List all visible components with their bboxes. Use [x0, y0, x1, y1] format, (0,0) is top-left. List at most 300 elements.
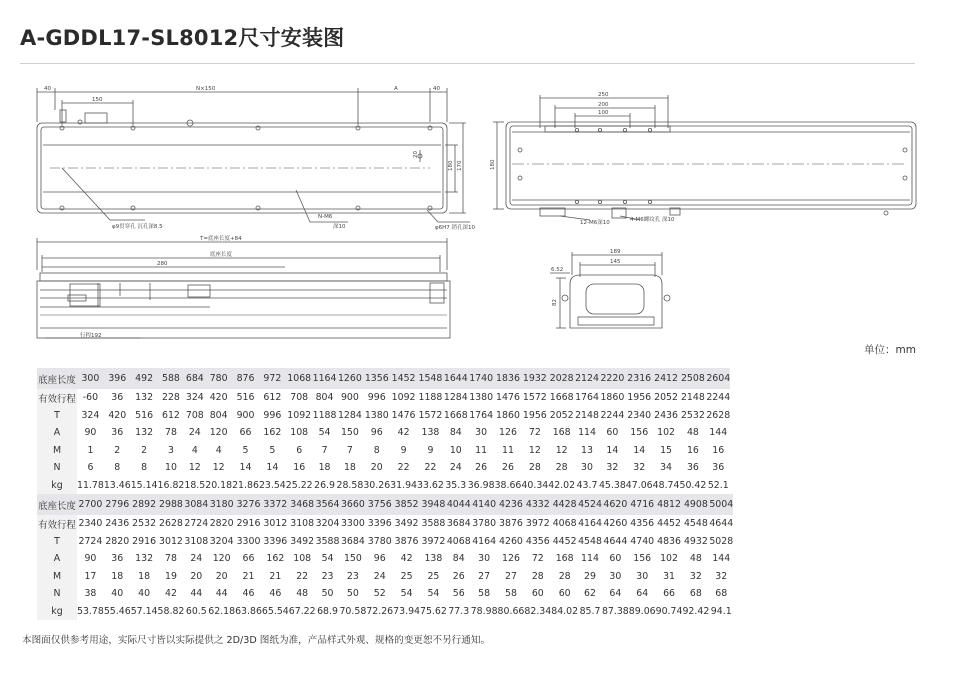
- table-cell: 3972: [525, 518, 550, 530]
- table-cell: 3492: [290, 535, 315, 547]
- table-cell: 70.58: [339, 605, 367, 617]
- table-cell: 30: [636, 570, 649, 582]
- table-cell: 8: [114, 462, 121, 474]
- table-row: [37, 389, 730, 407]
- table-cell: 54: [427, 588, 440, 600]
- table-cell: 28.58: [336, 479, 364, 491]
- table-cell: 22: [296, 570, 309, 582]
- table-cell: 132: [135, 392, 154, 404]
- table-cell: 900: [340, 392, 359, 404]
- table-cell: 900: [236, 409, 255, 421]
- table-cell: 73.94: [393, 605, 420, 617]
- table-row: [37, 550, 733, 568]
- table-cell: 66: [663, 588, 676, 600]
- table-cell: 44: [215, 588, 228, 600]
- dim-label: 200: [598, 102, 609, 108]
- row-label: 底座长度: [37, 494, 77, 515]
- table-cell: 150: [343, 553, 362, 565]
- table-cell: 120: [212, 553, 231, 565]
- row-label: A: [37, 424, 77, 442]
- table-cell: 516: [236, 392, 255, 404]
- table-cell: 87.38: [601, 605, 629, 617]
- table-cell: 30: [478, 553, 491, 565]
- table-cell: 2916: [236, 518, 261, 530]
- table-cell: 2820: [209, 518, 234, 530]
- table-cell: 36: [712, 462, 725, 474]
- table-cell: 23: [346, 570, 359, 582]
- table-cell: 144: [709, 427, 728, 439]
- table-cell: 138: [424, 553, 443, 565]
- table-cell: 3012: [159, 535, 183, 547]
- table-cell: 10: [449, 444, 462, 456]
- table-cell: 31.94: [390, 479, 418, 491]
- table-cell: 38: [84, 588, 97, 600]
- table-cell: 2700: [77, 494, 104, 515]
- dim-label: A: [394, 86, 398, 92]
- table-row: [37, 568, 733, 586]
- table-cell: 1476: [496, 392, 520, 404]
- table-cell: 84: [449, 427, 462, 439]
- table-cell: 90.74: [655, 605, 683, 617]
- table-cell: 25: [427, 570, 440, 582]
- table-cell: 55.46: [103, 605, 131, 617]
- table-cell: 58: [505, 588, 517, 600]
- table-cell: 68.9: [317, 605, 338, 617]
- pin-hole-note: φ6H7 销孔深10: [435, 225, 476, 231]
- table-cell: 8: [141, 462, 148, 474]
- table-cell: 3588: [421, 518, 446, 530]
- table-cell: 80.66: [497, 605, 525, 617]
- table-cell: 2724: [78, 535, 103, 547]
- table-cell: 45.38: [598, 479, 626, 491]
- table-cell: 20: [370, 462, 383, 474]
- table-cell: 60: [558, 588, 571, 600]
- table-cell: 972: [259, 368, 286, 389]
- table-cell: 1092: [287, 409, 312, 421]
- table-cell: 20: [215, 570, 228, 582]
- table-cell: 1476: [391, 409, 416, 421]
- table-cell: 4260: [499, 535, 523, 547]
- table-cell: 26.9: [314, 479, 335, 491]
- table-cell: 4548: [683, 518, 708, 530]
- table-cell: 3204: [315, 518, 340, 530]
- table-cell: 9: [400, 444, 407, 456]
- table-cell: 5004: [709, 494, 733, 515]
- table-cell: 4428: [551, 494, 578, 515]
- table-cell: 804: [315, 392, 334, 404]
- dim-label: 6.52: [551, 267, 564, 273]
- table-row: [37, 442, 730, 460]
- side-view: [493, 95, 916, 220]
- table-cell: 126: [502, 553, 520, 565]
- table-cell: 7: [346, 444, 353, 456]
- table-cell: 2988: [158, 494, 185, 515]
- table-cell: 3108: [290, 518, 315, 530]
- table-cell: 15.14: [130, 479, 158, 491]
- table-cell: 2028: [548, 368, 575, 389]
- table-cell: 3852: [393, 494, 420, 515]
- table-cell: 1764: [575, 392, 599, 404]
- table-cell: 2148: [575, 409, 599, 421]
- table-cell: 18.5: [184, 479, 206, 491]
- table-row: [37, 533, 733, 551]
- thread-note: 12-M6深10: [580, 220, 610, 226]
- table-cell: 84: [452, 553, 465, 565]
- table-cell: 168: [555, 553, 574, 565]
- table-cell: 18: [343, 462, 356, 474]
- top-view: [37, 88, 470, 222]
- table-cell: 114: [581, 553, 599, 565]
- table-cell: 21: [242, 570, 255, 582]
- dim-label: 145: [610, 259, 621, 265]
- table-cell: -60: [82, 392, 99, 404]
- table-cell: 64: [636, 588, 649, 600]
- table-cell: 996: [367, 392, 386, 404]
- table-cell: 32: [715, 570, 728, 582]
- spec-table-1: [37, 368, 730, 494]
- table-cell: 2436: [654, 409, 678, 421]
- table-cell: 1380: [469, 392, 494, 404]
- table-cell: 684: [184, 368, 205, 389]
- table-cell: 53.78: [77, 605, 104, 617]
- table-cell: 44: [190, 588, 203, 600]
- table-cell: 3756: [366, 494, 393, 515]
- table-cell: 62.18: [208, 605, 236, 617]
- table-cell: 2244: [600, 409, 625, 421]
- table-row: [37, 424, 730, 442]
- table-cell: 8: [373, 444, 380, 456]
- table-cell: 35.3: [445, 479, 467, 491]
- table-cell: 1548: [417, 368, 444, 389]
- table-cell: 4716: [629, 494, 656, 515]
- table-cell: 50: [346, 588, 359, 600]
- table-cell: 13.46: [103, 479, 131, 491]
- table-cell: 48: [686, 427, 699, 439]
- table-cell: 30.26: [363, 479, 391, 491]
- table-cell: 28: [528, 462, 541, 474]
- row-label: kg: [37, 603, 77, 621]
- table-cell: 78: [164, 553, 177, 565]
- table-cell: 46: [269, 588, 282, 600]
- table-cell: 25: [400, 570, 413, 582]
- table-cell: 1092: [391, 392, 416, 404]
- table-cell: 42: [400, 553, 413, 565]
- spec-table-2: [37, 494, 733, 620]
- unit-label: 单位：mm: [864, 344, 916, 356]
- table-cell: 1356: [363, 368, 390, 389]
- table-cell: 10: [164, 462, 177, 474]
- table-cell: 40: [111, 588, 124, 600]
- table-cell: 108: [290, 427, 309, 439]
- table-cell: 1284: [337, 409, 362, 421]
- row-label: T: [37, 407, 77, 425]
- table-row: [37, 585, 733, 603]
- table-cell: 4140: [471, 494, 498, 515]
- table-cell: 1836: [495, 368, 522, 389]
- table-cell: 1452: [390, 368, 417, 389]
- table-cell: 2: [141, 444, 148, 456]
- table-cell: 14: [633, 444, 646, 456]
- table-cell: 1764: [469, 409, 494, 421]
- table-cell: 4332: [524, 494, 551, 515]
- table-cell: 26: [452, 570, 465, 582]
- table-cell: 40: [138, 588, 151, 600]
- table-cell: 48: [689, 553, 702, 565]
- table-cell: 18: [138, 570, 151, 582]
- table-cell: 68: [715, 588, 728, 600]
- table-cell: 102: [660, 553, 678, 565]
- table-cell: 4452: [552, 535, 577, 547]
- table-cell: 4932: [683, 535, 708, 547]
- table-cell: 2052: [654, 392, 678, 404]
- table-cell: 40.34: [521, 479, 549, 491]
- table-cell: 108: [293, 553, 312, 565]
- table-cell: 68: [689, 588, 702, 600]
- table-row: [37, 368, 730, 389]
- dim-label: T=底座长度+84: [200, 236, 242, 242]
- table-cell: 30: [609, 570, 622, 582]
- table-cell: 5: [269, 444, 276, 456]
- table-cell: 72: [531, 553, 544, 565]
- table-cell: 1188: [312, 409, 337, 421]
- table-cell: 22: [397, 462, 410, 474]
- table-cell: 1: [87, 444, 94, 456]
- table-cell: 43.7: [576, 479, 598, 491]
- table-cell: 54: [400, 588, 413, 600]
- table-cell: 2: [114, 444, 121, 456]
- table-cell: 85.7: [579, 605, 601, 617]
- table-cell: 120: [209, 427, 228, 439]
- table-cell: 2412: [653, 368, 680, 389]
- table-cell: 15: [660, 444, 673, 456]
- table-cell: 2820: [105, 535, 130, 547]
- table-cell: 18: [318, 462, 331, 474]
- table-cell: 29: [584, 570, 596, 582]
- table-cell: 144: [712, 553, 731, 565]
- table-cell: 4524: [578, 494, 602, 515]
- table-cell: 3012: [263, 518, 288, 530]
- table-cell: 62: [584, 588, 596, 600]
- table-cell: 2724: [184, 518, 209, 530]
- table-cell: 13: [581, 444, 593, 456]
- row-label: kg: [37, 477, 77, 495]
- dim-label: 180: [448, 160, 454, 171]
- table-cell: 42.02: [548, 479, 576, 491]
- table-cell: 2532: [680, 409, 705, 421]
- table-cell: 60: [531, 588, 544, 600]
- table-cell: 36: [111, 553, 124, 565]
- dim-label: 底座长度: [210, 252, 233, 258]
- table-cell: 708: [290, 392, 309, 404]
- table-cell: 114: [578, 427, 596, 439]
- table-cell: 78: [164, 427, 177, 439]
- table-cell: 324: [185, 392, 204, 404]
- table-cell: 60: [609, 553, 622, 565]
- table-cell: 12: [555, 444, 568, 456]
- row-label: M: [37, 442, 77, 460]
- table-cell: 36: [111, 427, 124, 439]
- hole-note: φ9贯穿孔 沉孔深8.5: [112, 224, 163, 230]
- table-cell: 96: [373, 553, 386, 565]
- table-cell: 92.42: [682, 605, 710, 617]
- table-cell: 4164: [472, 535, 497, 547]
- table-cell: 3204: [209, 535, 234, 547]
- table-cell: 36: [686, 462, 699, 474]
- table-cell: 612: [162, 409, 180, 421]
- table-cell: 3660: [339, 494, 366, 515]
- table-cell: 3300: [340, 518, 365, 530]
- table-cell: 2220: [599, 368, 626, 389]
- table-cell: 4620: [602, 494, 629, 515]
- table-cell: 50.42: [679, 479, 707, 491]
- dim-label: 150: [92, 97, 103, 103]
- row-label: N: [37, 585, 77, 603]
- table-cell: 28: [558, 570, 571, 582]
- table-cell: 20: [190, 570, 203, 582]
- table-cell: 708: [185, 409, 204, 421]
- dim-label: 100: [598, 110, 609, 116]
- table-cell: 1932: [521, 368, 548, 389]
- table-cell: 3108: [184, 535, 209, 547]
- dim-label: N×150: [196, 86, 216, 92]
- table-cell: 11.78: [77, 479, 104, 491]
- table-cell: 64: [609, 588, 622, 600]
- table-cell: 30: [581, 462, 593, 474]
- table-cell: 588: [158, 368, 185, 389]
- table-cell: 57.14: [130, 605, 158, 617]
- table-cell: 4068: [446, 535, 471, 547]
- table-cell: 60.5: [185, 605, 207, 617]
- table-cell: 14: [266, 462, 279, 474]
- table-cell: 46: [242, 588, 255, 600]
- table-cell: 12: [212, 462, 225, 474]
- row-label: N: [37, 459, 77, 477]
- footnote: 本图面仅供参考用途，实际尺寸皆以实际提供之 2D/3D 图纸为准，产品样式外观、规格的变更恕不另行通知。: [22, 635, 491, 646]
- table-cell: 3684: [340, 535, 365, 547]
- table-cell: 52.1: [707, 479, 729, 491]
- table-cell: 82.34: [524, 605, 552, 617]
- table-cell: 3492: [394, 518, 419, 530]
- table-cell: 16.82: [157, 479, 185, 491]
- table-cell: 132: [135, 553, 154, 565]
- table-row: [37, 603, 733, 621]
- table-cell: 1260: [336, 368, 363, 389]
- table-cell: 516: [135, 409, 154, 421]
- table-cell: 2316: [626, 368, 653, 389]
- table-cell: 3276: [235, 494, 262, 515]
- table-cell: 3876: [499, 518, 523, 530]
- row-label: 有效行程: [37, 515, 77, 533]
- table-cell: 156: [630, 427, 649, 439]
- table-cell: 77.3: [448, 605, 470, 617]
- table-cell: 6: [87, 462, 94, 474]
- table-cell: 24: [373, 570, 386, 582]
- table-cell: 2340: [627, 409, 652, 421]
- table-cell: 3084: [184, 494, 208, 515]
- table-cell: 4: [191, 444, 198, 456]
- dim-label: 250: [598, 92, 609, 98]
- table-cell: 1668: [549, 392, 574, 404]
- table-cell: 7: [321, 444, 328, 456]
- table-row: [37, 459, 730, 477]
- table-cell: 33.62: [417, 479, 444, 491]
- table-cell: 48: [296, 588, 309, 600]
- table-cell: 3876: [394, 535, 419, 547]
- table-cell: 63.86: [235, 605, 262, 617]
- table-cell: 1572: [522, 392, 547, 404]
- table-cell: 4836: [657, 535, 681, 547]
- table-cell: 4644: [603, 535, 628, 547]
- table-cell: 4356: [525, 535, 550, 547]
- table-cell: 48.74: [652, 479, 680, 491]
- table-cell: 156: [633, 553, 652, 565]
- table-row: [37, 494, 733, 515]
- table-cell: 1956: [627, 392, 652, 404]
- table-cell: 36: [111, 392, 124, 404]
- dim-label: 82: [552, 299, 558, 306]
- row-label: T: [37, 533, 77, 551]
- dim-label: 行程192: [80, 333, 102, 339]
- table-cell: 4068: [552, 518, 577, 530]
- table-cell: 25.22: [285, 479, 313, 491]
- table-cell: 1188: [418, 392, 443, 404]
- table-cell: 84.02: [551, 605, 579, 617]
- table-cell: 2340: [78, 518, 103, 530]
- table-cell: 56: [452, 588, 465, 600]
- dim-label: 40: [433, 86, 440, 92]
- table-cell: 96: [370, 427, 383, 439]
- table-cell: 4044: [447, 494, 471, 515]
- table-cell: 1572: [418, 409, 443, 421]
- table-cell: 4: [215, 444, 222, 456]
- table-cell: 2244: [706, 392, 731, 404]
- table-cell: 3300: [236, 535, 261, 547]
- table-cell: 612: [263, 392, 282, 404]
- table-cell: 3780: [367, 535, 392, 547]
- table-cell: 1164: [313, 368, 337, 389]
- table-cell: 32: [633, 462, 646, 474]
- table-cell: 12: [528, 444, 541, 456]
- table-cell: 32: [689, 570, 702, 582]
- table-cell: 20.18: [205, 479, 233, 491]
- row-label: M: [37, 568, 77, 586]
- table-cell: 17: [84, 570, 97, 582]
- table-cell: 3396: [367, 518, 392, 530]
- table-cell: 54: [318, 427, 331, 439]
- table-cell: 4236: [498, 494, 525, 515]
- table-cell: 300: [77, 368, 104, 389]
- table-cell: 23.54: [258, 479, 286, 491]
- table-cell: 150: [340, 427, 359, 439]
- table-cell: 66: [239, 427, 252, 439]
- table-cell: 996: [263, 409, 282, 421]
- table-cell: 31: [663, 570, 676, 582]
- table-cell: 30: [475, 427, 488, 439]
- table-cell: 4644: [709, 518, 734, 530]
- table-cell: 42: [164, 588, 177, 600]
- table-cell: 4908: [682, 494, 709, 515]
- dim-label: 20: [413, 151, 419, 158]
- table-cell: 2532: [132, 518, 157, 530]
- table-cell: 27: [505, 570, 517, 582]
- table-cell: 1860: [600, 392, 625, 404]
- table-cell: 2604: [706, 368, 730, 389]
- row-label: 底座长度: [37, 368, 77, 389]
- table-cell: 228: [162, 392, 180, 404]
- table-cell: 1956: [522, 409, 547, 421]
- table-cell: 324: [81, 409, 100, 421]
- dim-label: 40: [44, 86, 51, 92]
